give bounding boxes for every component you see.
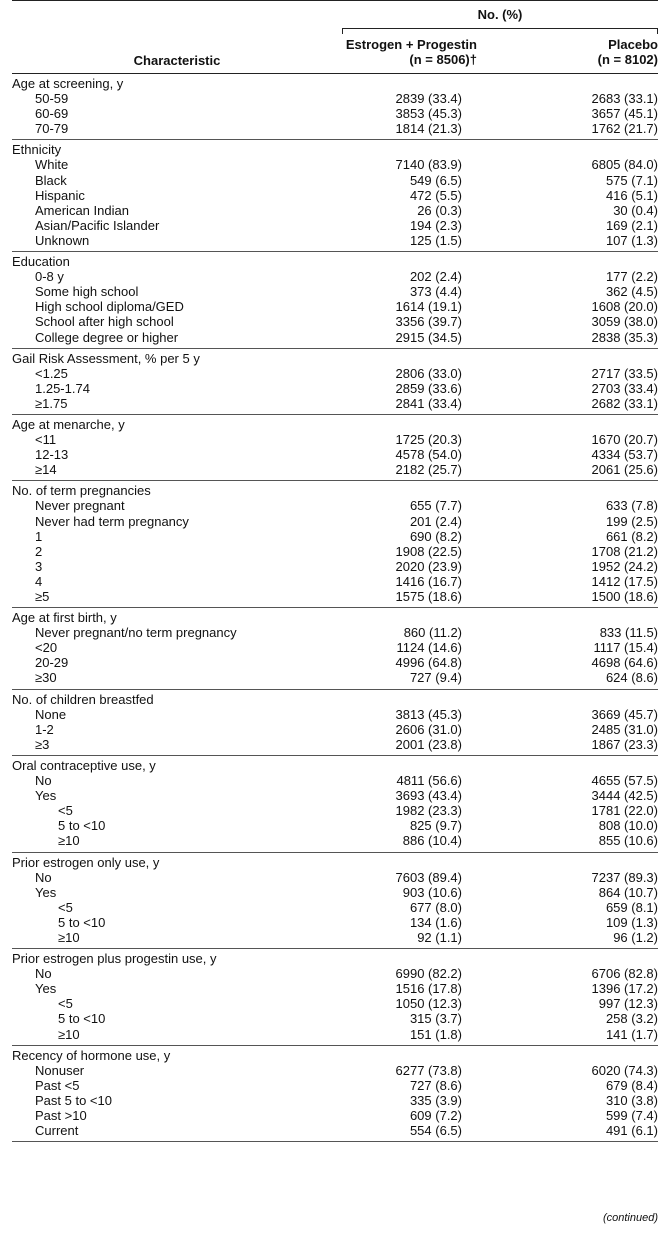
estrogen-progestin-value: 4996 (64.8) — [395, 655, 462, 671]
table-row — [12, 269, 658, 284]
placebo-value: 416 (5.1) — [605, 187, 658, 203]
row-label: No — [35, 773, 52, 789]
table-row — [12, 203, 658, 218]
placebo-value: 1781 (22.0) — [591, 803, 658, 819]
table-section — [12, 756, 658, 853]
table-row — [12, 915, 658, 930]
placebo-value: 310 (3.8) — [605, 1092, 658, 1108]
row-label: ≥3 — [35, 736, 50, 752]
row-label: ≥30 — [35, 670, 57, 686]
estrogen-progestin-value: 315 (3.7) — [409, 1011, 462, 1027]
placebo-value: 864 (10.7) — [598, 884, 658, 900]
table-row — [12, 188, 658, 203]
row-label: 70-79 — [35, 121, 69, 137]
placebo-value: 6805 (84.0) — [591, 157, 658, 173]
estrogen-progestin-value: 201 (2.4) — [409, 513, 462, 529]
group-rule-right-tick — [657, 28, 658, 34]
row-label: 12-13 — [35, 447, 69, 463]
placebo-header-n: (n = 8102) — [597, 52, 658, 67]
table-row — [12, 574, 658, 589]
row-label: Past <5 — [35, 1077, 80, 1093]
table-section — [12, 1046, 658, 1143]
placebo-value: 3059 (38.0) — [591, 314, 658, 330]
placebo-value: 833 (11.5) — [599, 625, 658, 641]
placebo-value: 624 (8.6) — [605, 670, 658, 686]
estrogen-progestin-value: 1416 (16.7) — [395, 573, 462, 589]
row-label: No — [35, 966, 52, 982]
estrogen-progestin-value: 3813 (45.3) — [395, 706, 462, 722]
table-row — [12, 737, 658, 752]
placebo-value: 2683 (33.1) — [591, 91, 658, 107]
estrogen-progestin-value: 1814 (21.3) — [395, 121, 462, 137]
row-label: <11 — [35, 432, 57, 448]
table-row — [12, 514, 658, 529]
section-title-row — [12, 142, 658, 157]
row-label: Black — [35, 172, 67, 188]
estrogen-progestin-value: 727 (9.4) — [409, 670, 462, 686]
table-row — [12, 106, 658, 121]
placebo-value: 199 (2.5) — [605, 513, 658, 529]
section-title: Recency of hormone use, y — [12, 1047, 171, 1063]
row-label: Past 5 to <10 — [35, 1092, 112, 1108]
section-title-row — [12, 76, 658, 91]
row-label: 5 to <10 — [58, 914, 106, 930]
table-row — [12, 1123, 658, 1138]
table-row — [12, 396, 658, 411]
placebo-value: 1867 (23.3) — [591, 736, 658, 752]
table-row — [12, 640, 658, 655]
estrogen-progestin-value: 4578 (54.0) — [395, 447, 462, 463]
table-row — [12, 1108, 658, 1123]
estrogen-progestin-value: 3356 (39.7) — [395, 314, 462, 330]
section-title-row — [12, 1048, 658, 1063]
table-row — [12, 233, 658, 248]
section-title-row — [12, 351, 658, 366]
section-title: Education — [12, 254, 70, 270]
table-section — [12, 481, 658, 608]
row-label: 1 — [35, 528, 43, 544]
row-label: High school diploma/GED — [35, 299, 184, 315]
table-row — [12, 1063, 658, 1078]
table-row — [12, 870, 658, 885]
placebo-header-name: Placebo — [608, 37, 658, 52]
table-row — [12, 544, 658, 559]
section-title-row — [12, 855, 658, 870]
section-title: Prior estrogen plus progestin use, y — [12, 951, 217, 967]
table-row — [12, 462, 658, 477]
estrogen-progestin-value: 194 (2.3) — [409, 217, 462, 233]
table-row — [12, 299, 658, 314]
table-row — [12, 432, 658, 447]
table-row — [12, 773, 658, 788]
placebo-value: 2061 (25.6) — [591, 462, 658, 478]
section-title-row — [12, 483, 658, 498]
placebo-value: 7237 (89.3) — [591, 869, 658, 885]
placebo-value: 1500 (18.6) — [591, 589, 658, 604]
estrogen-progestin-value: 3853 (45.3) — [395, 106, 462, 122]
group-label: No. (%) — [477, 7, 523, 22]
estrogen-progestin-value: 7603 (89.4) — [395, 869, 462, 885]
placebo-value: 1952 (24.2) — [591, 558, 658, 574]
row-label: Never had term pregnancy — [35, 513, 189, 529]
placebo-value: 679 (8.4) — [605, 1077, 658, 1093]
row-label: 4 — [35, 573, 43, 589]
table-row — [12, 381, 658, 396]
estrogen-progestin-value: 2001 (23.8) — [395, 736, 462, 752]
row-label: ≥1.75 — [35, 395, 68, 411]
estrogen-progestin-value: 609 (7.2) — [409, 1108, 462, 1123]
table-row — [12, 670, 658, 685]
placebo-value: 2838 (35.3) — [591, 329, 658, 345]
estrogen-progestin-value: 554 (6.5) — [409, 1123, 462, 1139]
row-label: Asian/Pacific Islander — [35, 217, 160, 233]
table-row — [12, 498, 658, 513]
row-label: Yes — [35, 981, 57, 997]
table-row — [12, 121, 658, 136]
row-label: No — [35, 869, 52, 885]
row-label: None — [35, 706, 67, 722]
placebo-value: 1762 (21.7) — [591, 121, 658, 137]
estrogen-progestin-value: 1516 (17.8) — [395, 981, 462, 997]
placebo-value: 2682 (33.1) — [591, 395, 658, 411]
placebo-value: 141 (1.7) — [605, 1026, 658, 1042]
placebo-value: 6020 (74.3) — [591, 1062, 658, 1078]
row-label: <5 — [58, 996, 73, 1012]
row-label: 1-2 — [35, 721, 54, 737]
table-row — [12, 173, 658, 188]
table-row — [12, 885, 658, 900]
estrogen-progestin-value: 335 (3.9) — [409, 1092, 462, 1108]
estrogen-progestin-value: 2182 (25.7) — [395, 462, 462, 478]
table-row — [12, 1093, 658, 1108]
row-label: American Indian — [35, 202, 129, 218]
section-title-row — [12, 254, 658, 269]
estrogen-progestin-value: 373 (4.4) — [409, 284, 462, 300]
table-section — [12, 853, 658, 950]
continued-note: (continued) — [602, 1212, 658, 1224]
table-section — [12, 608, 658, 689]
placebo-value: 107 (1.3) — [605, 232, 658, 248]
table-row — [12, 900, 658, 915]
estrogen-progestin-value: 2859 (33.6) — [395, 380, 462, 396]
table-row — [12, 447, 658, 462]
placebo-value: 491 (6.1) — [605, 1123, 658, 1139]
section-title-row — [12, 610, 658, 625]
table-row — [12, 833, 658, 848]
table-row — [12, 559, 658, 574]
estrogen-progestin-value: 825 (9.7) — [409, 818, 462, 834]
row-label: <5 — [58, 899, 73, 915]
table-row — [12, 996, 658, 1011]
table-row — [12, 803, 658, 818]
table-row — [12, 284, 658, 299]
placebo-value: 3657 (45.1) — [591, 106, 658, 122]
table-row — [12, 529, 658, 544]
section-title: No. of children breastfed — [12, 691, 154, 707]
table-row — [12, 589, 658, 604]
table-section — [12, 415, 658, 481]
row-label: Current — [35, 1123, 79, 1139]
estrogen-progestin-value: 125 (1.5) — [409, 232, 462, 248]
placebo-value: 96 (1.2) — [613, 929, 658, 945]
row-label: 5 to <10 — [58, 818, 106, 834]
row-label: 1.25-1.74 — [35, 380, 90, 396]
section-title: Gail Risk Assessment, % per 5 y — [12, 350, 200, 366]
row-label: Yes — [35, 788, 57, 804]
estrogen-progestin-value: 1575 (18.6) — [395, 589, 462, 604]
placebo-value: 177 (2.2) — [605, 269, 658, 285]
row-label: <5 — [58, 803, 73, 819]
row-label: ≥10 — [58, 1026, 80, 1042]
row-label: <20 — [35, 640, 58, 656]
placebo-value: 4655 (57.5) — [591, 773, 658, 789]
placebo-value: 599 (7.4) — [605, 1108, 658, 1123]
row-label: Never pregnant/no term pregnancy — [35, 625, 237, 641]
table-row — [12, 818, 658, 833]
row-label: White — [35, 157, 69, 173]
group-rule — [342, 28, 658, 29]
table-row — [12, 1027, 658, 1042]
estrogen-progestin-value: 2020 (23.9) — [395, 558, 462, 574]
placebo-value: 1117 (15.4) — [593, 640, 658, 656]
placebo-value: 30 (0.4) — [613, 202, 658, 218]
table-row — [12, 1011, 658, 1026]
row-label: Some high school — [35, 284, 139, 300]
row-label: Unknown — [35, 232, 90, 248]
table-row — [12, 625, 658, 640]
table-row — [12, 330, 658, 345]
table-row — [12, 981, 658, 996]
placebo-value: 659 (8.1) — [605, 899, 658, 915]
estrogen-progestin-value: 2839 (33.4) — [395, 91, 462, 107]
table-section — [12, 690, 658, 756]
placebo-value: 6706 (82.8) — [591, 966, 658, 982]
placebo-value: 3444 (42.5) — [591, 788, 658, 804]
group-rule-left-tick — [342, 28, 343, 34]
row-label: 3 — [35, 558, 43, 574]
placebo-value: 1670 (20.7) — [591, 432, 658, 448]
row-label: Past >10 — [35, 1108, 87, 1123]
row-label: 60-69 — [35, 106, 69, 122]
placebo-value: 1396 (17.2) — [591, 981, 658, 997]
estrogen-progestin-value: 151 (1.8) — [409, 1026, 462, 1042]
estrogen-progestin-value: 549 (6.5) — [409, 172, 462, 188]
estrogen-progestin-header — [346, 37, 477, 67]
placebo-value: 2703 (33.4) — [591, 380, 658, 396]
placebo-value: 258 (3.2) — [605, 1011, 658, 1027]
section-title: Age at first birth, y — [12, 610, 117, 626]
table-header — [12, 0, 658, 74]
section-title-row — [12, 951, 658, 966]
table-row — [12, 788, 658, 803]
row-label: 2 — [35, 543, 43, 559]
placebo-value: 2717 (33.5) — [591, 365, 658, 381]
row-label: 0-8 y — [35, 269, 64, 285]
estrogen-progestin-value: 26 (0.3) — [417, 202, 462, 218]
table-section — [12, 349, 658, 415]
row-label: ≥10 — [58, 833, 80, 849]
estrogen-progestin-value: 202 (2.4) — [409, 269, 462, 285]
placebo-value: 1608 (20.0) — [591, 299, 658, 315]
estrogen-progestin-value: 860 (11.2) — [403, 625, 462, 641]
estrogen-progestin-value: 903 (10.6) — [402, 884, 462, 900]
placebo-value: 808 (10.0) — [598, 818, 658, 834]
estrogen-progestin-value: 7140 (83.9) — [395, 157, 462, 173]
estrogen-progestin-value: 92 (1.1) — [417, 929, 462, 945]
row-label: ≥5 — [35, 589, 50, 604]
placebo-value: 4698 (64.6) — [591, 655, 658, 671]
estrogen-progestin-value: 134 (1.6) — [409, 914, 462, 930]
row-label: <1.25 — [35, 365, 68, 381]
estrogen-progestin-value: 677 (8.0) — [409, 899, 462, 915]
table-row — [12, 91, 658, 106]
table-section — [12, 74, 658, 140]
placebo-value: 169 (2.1) — [605, 217, 658, 233]
estrogen-progestin-value: 2606 (31.0) — [395, 721, 462, 737]
placebo-value: 2485 (31.0) — [591, 721, 658, 737]
placebo-value: 1708 (21.2) — [591, 543, 658, 559]
row-label: College degree or higher — [35, 329, 179, 345]
section-title: Age at menarche, y — [12, 416, 125, 432]
placebo-value: 661 (8.2) — [605, 528, 658, 544]
estrogen-progestin-value: 690 (8.2) — [409, 528, 462, 544]
estrogen-progestin-value: 1124 (14.6) — [396, 640, 462, 656]
table-row — [12, 314, 658, 329]
row-label: 20-29 — [35, 655, 69, 671]
table-row — [12, 966, 658, 981]
placebo-header — [598, 37, 658, 67]
table-row — [12, 722, 658, 737]
estrogen-progestin-value: 6990 (82.2) — [395, 966, 462, 982]
row-label: ≥14 — [35, 462, 57, 478]
section-title-row — [12, 692, 658, 707]
row-label: 50-59 — [35, 91, 69, 107]
placebo-value: 1412 (17.5) — [591, 573, 658, 589]
row-label: Hispanic — [35, 187, 85, 203]
table-row — [12, 655, 658, 670]
estrogen-progestin-value: 3693 (43.4) — [395, 788, 462, 804]
estrogen-progestin-value: 1725 (20.3) — [395, 432, 462, 448]
estrogen-progestin-value: 2915 (34.5) — [395, 329, 462, 345]
characteristic-header: Characteristic — [133, 53, 221, 68]
placebo-value: 997 (12.3) — [598, 996, 658, 1012]
placebo-value: 575 (7.1) — [605, 172, 658, 188]
section-title: Oral contraceptive use, y — [12, 757, 156, 773]
row-label: Yes — [35, 884, 57, 900]
estrogen-progestin-value: 1050 (12.3) — [395, 996, 462, 1012]
placebo-value: 3669 (45.7) — [591, 706, 658, 722]
estrogen-progestin-value: 472 (5.5) — [409, 187, 462, 203]
row-label: School after high school — [35, 314, 174, 330]
section-title: Ethnicity — [12, 142, 62, 158]
placebo-value: 362 (4.5) — [605, 284, 658, 300]
table-row — [12, 218, 658, 233]
table-section — [12, 140, 658, 252]
section-title: Age at screening, y — [12, 76, 124, 91]
estrogen-progestin-value: 886 (10.4) — [402, 833, 462, 849]
table-row — [12, 707, 658, 722]
section-title-row — [12, 417, 658, 432]
table-row — [12, 157, 658, 172]
row-label: ≥10 — [58, 929, 80, 945]
estrogen-progestin-header-n: (n = 8506)† — [409, 52, 477, 67]
table-body — [12, 74, 658, 1142]
row-label: Never pregnant — [35, 498, 125, 514]
estrogen-progestin-value: 4811 (56.6) — [396, 773, 462, 789]
placebo-value: 855 (10.6) — [598, 833, 658, 849]
estrogen-progestin-value: 1614 (19.1) — [395, 299, 462, 315]
section-title-row — [12, 758, 658, 773]
row-label: Nonuser — [35, 1062, 85, 1078]
section-title: Prior estrogen only use, y — [12, 854, 160, 870]
placebo-value: 109 (1.3) — [605, 914, 658, 930]
estrogen-progestin-header-name: Estrogen + Progestin — [345, 37, 477, 52]
estrogen-progestin-value: 2806 (33.0) — [395, 365, 462, 381]
table-row — [12, 930, 658, 945]
table-section — [12, 252, 658, 349]
estrogen-progestin-value: 6277 (73.8) — [395, 1062, 462, 1078]
estrogen-progestin-value: 655 (7.7) — [409, 498, 462, 514]
table-row — [12, 1078, 658, 1093]
table-section — [12, 949, 658, 1046]
placebo-value: 633 (7.8) — [605, 498, 658, 514]
estrogen-progestin-value: 1908 (22.5) — [395, 543, 462, 559]
table-row — [12, 366, 658, 381]
placebo-value: 4334 (53.7) — [591, 447, 658, 463]
row-label: 5 to <10 — [58, 1011, 106, 1027]
estrogen-progestin-value: 1982 (23.3) — [395, 803, 462, 819]
estrogen-progestin-value: 727 (8.6) — [409, 1077, 462, 1093]
section-title: No. of term pregnancies — [12, 483, 151, 499]
estrogen-progestin-value: 2841 (33.4) — [395, 395, 462, 411]
